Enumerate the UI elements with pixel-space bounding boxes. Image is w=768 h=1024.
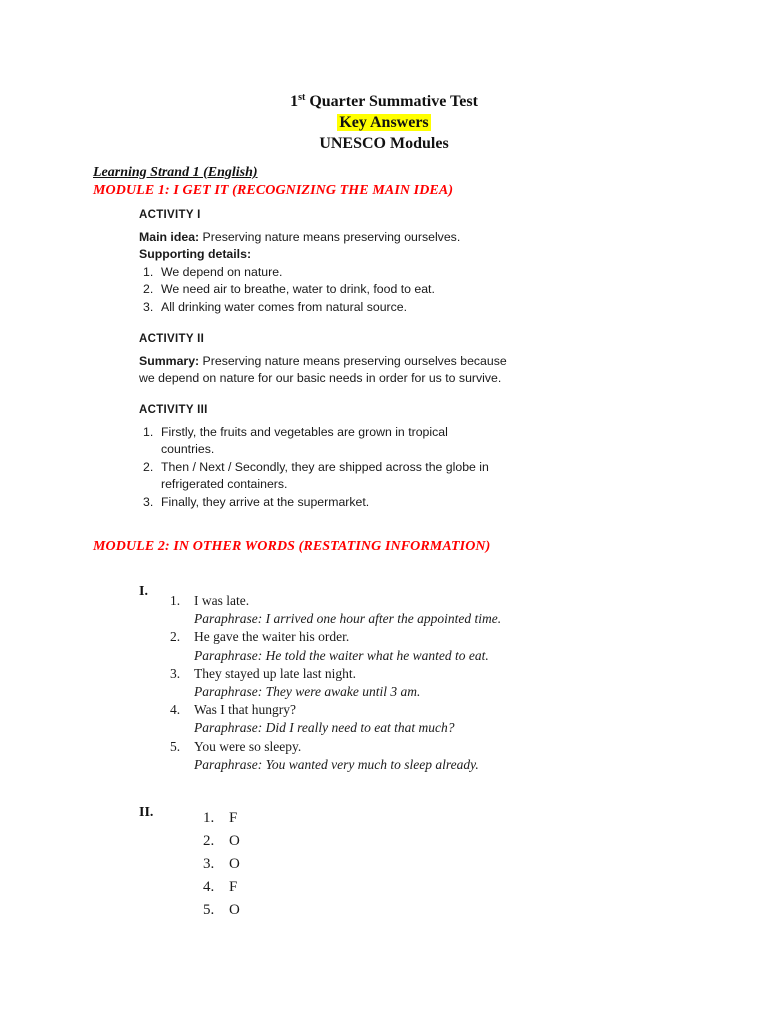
subtitle: UNESCO Modules — [319, 135, 449, 152]
paraphrase-text: Paraphrase: You wanted very much to sleep already. — [194, 756, 479, 772]
list-item — [170, 738, 501, 774]
item-text: Firstly, the fruits and vegetables are grown in tropical — [161, 424, 448, 439]
original-sentence: They stayed up late last night. — [194, 665, 356, 681]
activity2-title: ACTIVITY II — [139, 333, 205, 345]
item-text-continued: countries. — [161, 442, 215, 456]
list-item — [139, 299, 460, 317]
part2-label: II. — [139, 805, 154, 820]
item-number: 4. — [170, 702, 181, 718]
list-item — [139, 281, 460, 299]
list-item — [203, 876, 240, 899]
title-ordinal: 1 — [290, 93, 299, 110]
activity2-block — [139, 331, 507, 388]
key-answers-label: Key Answers — [339, 114, 429, 131]
paraphrase-text: Paraphrase: I arrived one hour after the appointed time. — [194, 611, 502, 627]
paraphrase-text: Paraphrase: They were awake until 3 am. — [194, 684, 421, 700]
paraphrase-text: Paraphrase: He told the waiter what he wanted to eat. — [194, 647, 489, 663]
item-number: 4. — [203, 879, 215, 895]
item-number: 5. — [170, 738, 181, 754]
answer-text: O — [229, 856, 240, 872]
test-title — [0, 87, 768, 112]
answer-text: O — [229, 833, 240, 849]
answer-text: F — [229, 810, 238, 826]
list-item — [203, 807, 240, 830]
document-header — [0, 87, 768, 154]
module1-title: MODULE 1: I GET IT (RECOGNIZING THE MAIN IDEA) — [93, 183, 454, 198]
main-idea-label: Main idea: — [139, 229, 200, 244]
item-text-continued: refrigerated containers. — [161, 477, 288, 491]
original-sentence: I was late. — [194, 593, 250, 608]
activity1-block — [139, 207, 460, 316]
module2-title: MODULE 2: IN OTHER WORDS (RESTATING INFORMATION) — [93, 539, 491, 554]
list-item — [170, 592, 501, 628]
item-text: All drinking water comes from natural source. — [161, 299, 408, 314]
summary-line2: we depend on nature for our basic needs in order for us to survive. — [139, 371, 502, 385]
summary-text: Preserving nature means preserving ourselves because — [199, 353, 507, 368]
item-number: 3. — [170, 665, 181, 681]
supporting-details-label: Supporting details: — [139, 247, 252, 261]
item-number: 1. — [143, 264, 154, 279]
item-number: 2. — [143, 459, 154, 474]
answer-text: O — [229, 902, 240, 918]
answer-text: F — [229, 879, 238, 895]
item-number: 1. — [143, 424, 154, 439]
item-text: Finally, they arrive at the supermarket. — [161, 494, 370, 509]
item-number: 5. — [203, 902, 215, 918]
summary-line1 — [139, 353, 507, 371]
item-number: 3. — [203, 856, 215, 872]
title-ordinal-suffix: st — [298, 92, 306, 103]
activity3-block — [139, 402, 489, 511]
original-sentence: Was I that hungry? — [194, 702, 297, 718]
learning-strand-heading: Learning Strand 1 (English) — [93, 165, 258, 180]
list-item — [203, 899, 240, 922]
list-item — [203, 830, 240, 853]
item-number: 2. — [203, 833, 215, 849]
fact-opinion-list — [203, 807, 240, 922]
list-item — [139, 424, 489, 459]
supporting-details-list — [139, 264, 460, 317]
item-number: 2. — [143, 282, 154, 296]
paraphrase-text: Paraphrase: Did I really need to eat that much? — [194, 720, 455, 736]
list-item — [170, 701, 501, 737]
title-text: Quarter Summative Test — [305, 93, 478, 110]
sequence-list — [139, 424, 489, 512]
item-number: 1. — [170, 593, 181, 608]
item-text: We need air to breathe, water to drink, food to eat. — [161, 282, 435, 296]
activity3-title: ACTIVITY III — [139, 404, 208, 416]
main-idea — [139, 229, 460, 247]
summary-label: Summary: — [139, 353, 200, 368]
list-item — [139, 459, 489, 494]
original-sentence: He gave the waiter his order. — [194, 629, 350, 645]
original-sentence: You were so sleepy. — [194, 738, 302, 754]
list-item — [170, 665, 501, 701]
activity1-title: ACTIVITY I — [139, 209, 201, 221]
list-item — [139, 264, 460, 282]
item-number: 1. — [203, 810, 215, 826]
list-item — [139, 494, 489, 512]
part1-label: I. — [139, 584, 148, 599]
item-number: 3. — [143, 494, 154, 509]
list-item — [170, 628, 501, 664]
item-text: Then / Next / Secondly, they are shipped across the globe in — [161, 459, 489, 474]
list-item — [203, 853, 240, 876]
item-number: 3. — [143, 299, 154, 314]
item-number: 2. — [170, 629, 181, 645]
main-idea-text: Preserving nature means preserving ourselves. — [199, 229, 461, 244]
paraphrase-list — [170, 592, 501, 774]
item-text: We depend on nature. — [161, 264, 283, 279]
